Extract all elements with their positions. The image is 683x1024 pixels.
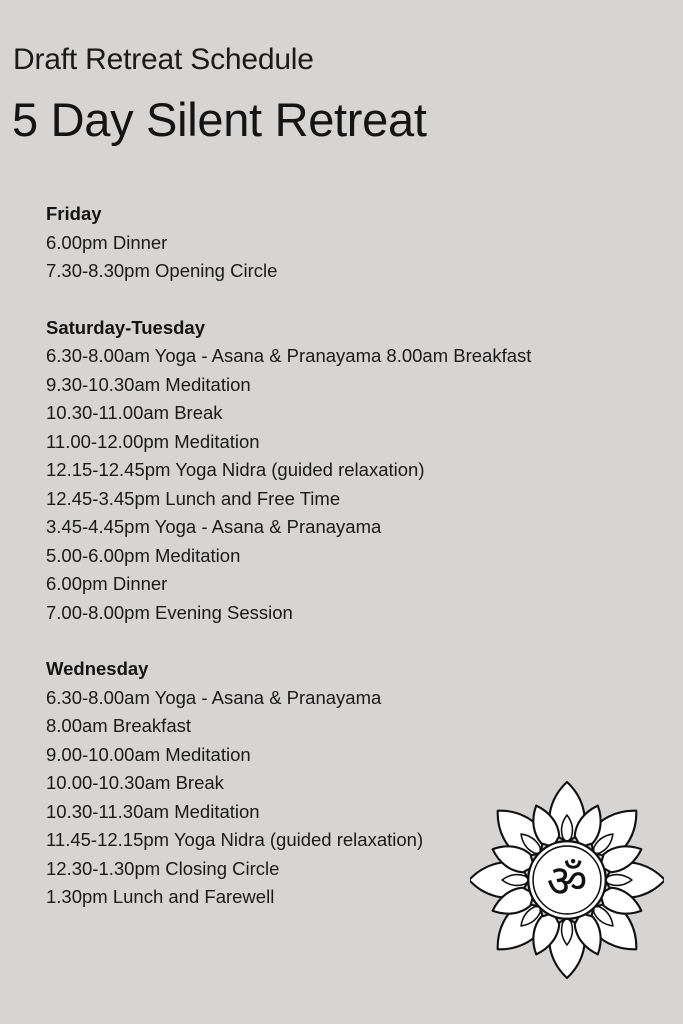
schedule-entry: 12.15-12.45pm Yoga Nidra (guided relaxation) [46,459,425,480]
om-lotus-icon [470,778,664,982]
section-heading: Saturday-Tuesday [46,316,206,338]
schedule-entry: 5.00-6.00pm Meditation [46,544,241,566]
section-heading: Friday [46,203,102,224]
schedule-entry: 6.30-8.00am Yoga - Asana & Pranayama [46,686,382,708]
schedule-entry: 8.00am Breakfast [46,715,191,736]
schedule-entry: 7.00-8.00pm Evening Session [46,601,293,623]
schedule-entry: 7.30-8.30pm Opening Circle [46,260,278,281]
schedule-entry: 10.30-11.00am Break [46,402,223,423]
schedule-entry: 10.00-10.30am Break [46,772,224,793]
schedule-entry: 6.30-8.00am Yoga - Asana & Pranayama 8.00am Breakfast [46,345,532,366]
schedule-entry: 9.00-10.00am Meditation [46,743,251,765]
schedule-entry: 3.45-4.45pm Yoga - Asana & Pranayama [46,516,382,537]
schedule-entry: 6.00pm Dinner [46,573,168,594]
om-glyph: ॐ [546,855,588,908]
schedule-entry: 12.30-1.30pm Closing Circle [46,857,280,879]
schedule-entry: 11.45-12.15pm Yoga Nidra (guided relaxation) [46,829,424,850]
schedule-entry: 10.30-11.30am Meditation [46,800,260,822]
schedule-entry: 11.00-12.00pm Meditation [46,430,260,452]
page-subtitle: Draft Retreat Schedule [13,43,314,76]
schedule-entry: 12.45-3.45pm Lunch and Free Time [46,487,341,509]
page-title: 5 Day Silent Retreat [12,93,427,146]
section-friday [46,200,646,286]
schedule-entry: 9.30-10.30am Meditation [46,373,251,395]
section-saturday-tuesday [46,314,646,628]
schedule-entry: 6.00pm Dinner [46,231,168,253]
section-heading: Wednesday [46,658,149,679]
schedule-entry: 1.30pm Lunch and Farewell [46,886,275,907]
